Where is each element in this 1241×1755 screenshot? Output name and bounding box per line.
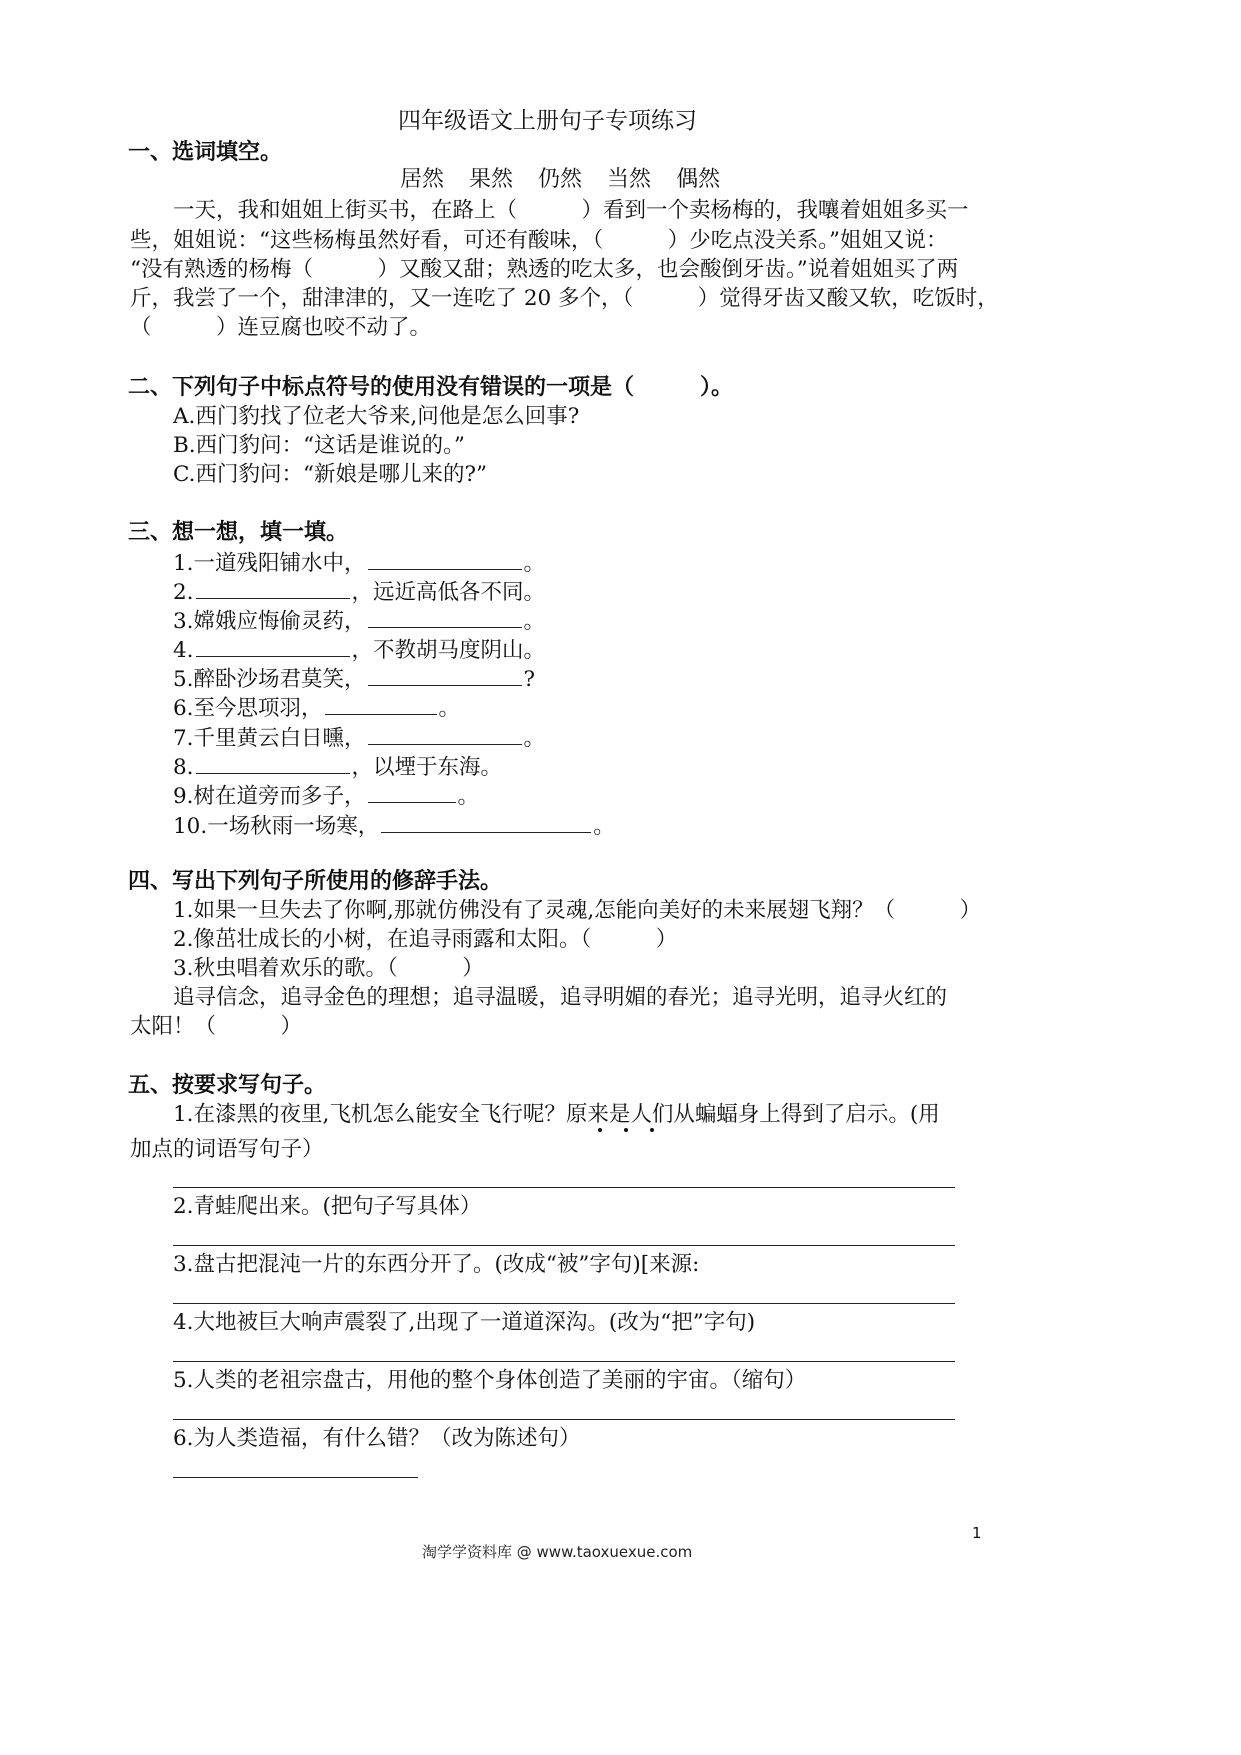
section1-para-line-2: 些，姐姐说：“这些杨梅虽然好看，可还有酸味，（ ）少吃点没关系。”姐姐又说：: [130, 228, 948, 253]
answer-line[interactable]: [173, 1187, 955, 1188]
word-2: 果然: [469, 167, 514, 192]
page-number: 1: [972, 1524, 982, 1542]
rhetoric-item-2: 2.像茁壮成长的小树，在追寻雨露和太阳。（ ）: [173, 927, 678, 952]
answer-line[interactable]: [173, 1361, 955, 1362]
answer-blank[interactable]: [196, 755, 350, 774]
rewrite-q1-line-1: 1.在漆黑的夜里,飞机怎么能安全飞行呢？原来是人们从蝙蝠身上得到了启示。(用: [173, 1102, 940, 1127]
answer-blank[interactable]: [196, 580, 350, 599]
fill-item-6: 6.至今思项羽， 。: [173, 696, 461, 721]
emphasis-dot: [624, 1128, 628, 1132]
answer-line[interactable]: [173, 1245, 955, 1246]
rewrite-q5: 5.人类的老祖宗盘古，用他的整个身体创造了美丽的宇宙。（缩句）: [173, 1368, 807, 1393]
section3-heading: 三、想一想，填一填。: [128, 520, 349, 545]
footer-watermark: 淘学学资料库 @ www.taoxuexue.com: [422, 1543, 693, 1561]
word-4: 当然: [607, 167, 652, 192]
section4-heading: 四、写出下列句子所使用的修辞手法。: [128, 869, 503, 894]
section1-para-line-3: “没有熟透的杨梅（ ）又酸又甜；熟透的吃太多，也会酸倒牙齿。”说着姐姐买了两: [130, 257, 959, 282]
answer-blank[interactable]: [368, 667, 522, 686]
rhetoric-para-line-2: 太阳！（ ）: [130, 1014, 303, 1039]
fill-item-8: 8. ，以堙于东海。: [173, 755, 503, 780]
rhetoric-para-line-1: 追寻信念，追寻金色的理想；追寻温暖，追寻明媚的春光；追寻光明，追寻火红的: [173, 985, 948, 1010]
section1-para-line-1: 一天，我和姐姐上街买书，在路上（ ）看到一个卖杨梅的，我嚷着姐姐多买一: [173, 198, 969, 223]
fill-item-1: 1.一道残阳铺水中， 。: [173, 551, 546, 576]
answer-blank[interactable]: [368, 551, 522, 570]
section2-heading: 二、下列句子中标点符号的使用没有错误的一项是（ ）。: [128, 375, 734, 400]
rewrite-q1-line-2: 加点的词语写句子）: [130, 1137, 324, 1162]
fill-item-5: 5.醉卧沙场君莫笑， ?: [173, 667, 536, 692]
word-bank: [400, 169, 745, 191]
fill-item-2: 2. ，远近高低各不同。: [173, 580, 546, 605]
option-a: A.西门豹找了位老大爷来,问他是怎么回事?: [173, 404, 580, 429]
fill-item-3: 3.嫦娥应悔偷灵药， 。: [173, 609, 546, 634]
word-5: 偶然: [676, 167, 721, 192]
fill-item-4: 4. ，不教胡马度阴山。: [173, 638, 546, 663]
rewrite-q2: 2.青蛙爬出来。(把句子写具体）: [173, 1194, 482, 1219]
answer-blank[interactable]: [196, 638, 350, 657]
rhetoric-item-3: 3.秋虫唱着欢乐的歌。（ ）: [173, 956, 484, 981]
answer-blank[interactable]: [368, 726, 522, 745]
fill-item-10: 10.一场秋雨一场寒， 。: [173, 814, 615, 839]
answer-blank[interactable]: [381, 814, 591, 833]
answer-blank[interactable]: [368, 609, 522, 628]
word-1: 居然: [400, 167, 445, 192]
rewrite-q3: 3.盘古把混沌一片的东西分开了。(改成“被”字句)[来源:: [173, 1252, 700, 1277]
fill-item-9: 9.树在道旁而多子， 。: [173, 784, 480, 809]
answer-blank[interactable]: [368, 784, 456, 803]
option-b: B.西门豹问：“这话是谁说的。”: [173, 433, 465, 458]
page-title: 四年级语文上册句子专项练习: [398, 108, 697, 134]
section5-heading: 五、按要求写句子。: [128, 1073, 327, 1098]
emphasis-dot: [598, 1128, 602, 1132]
option-c: C.西门豹问：“新娘是哪儿来的?”: [173, 462, 488, 487]
answer-line[interactable]: [173, 1477, 418, 1478]
answer-blank[interactable]: [325, 696, 437, 715]
rhetoric-item-1: 1.如果一旦失去了你啊,那就仿佛没有了灵魂,怎能向美好的未来展翅飞翔？（ ）: [173, 898, 982, 923]
answer-line[interactable]: [173, 1303, 955, 1304]
fill-item-7: 7.千里黄云白日曛， 。: [173, 726, 546, 751]
rewrite-q6: 6.为人类造福，有什么错？（改为陈述句）: [173, 1426, 581, 1451]
word-3: 仍然: [538, 167, 583, 192]
section1-para-line-5: （ ）连豆腐也咬不动了。: [130, 315, 432, 340]
emphasis-dot: [650, 1128, 654, 1132]
rewrite-q4: 4.大地被巨大响声震裂了,出现了一道道深沟。(改为“把”字句): [173, 1310, 756, 1335]
section1-heading: 一、选词填空。: [128, 140, 283, 165]
answer-line[interactable]: [173, 1419, 955, 1420]
section1-para-line-4: 斤，我尝了一个，甜津津的，又一连吃了 20 多个，（ ）觉得牙齿又酸又软，吃饭时，: [130, 286, 999, 311]
